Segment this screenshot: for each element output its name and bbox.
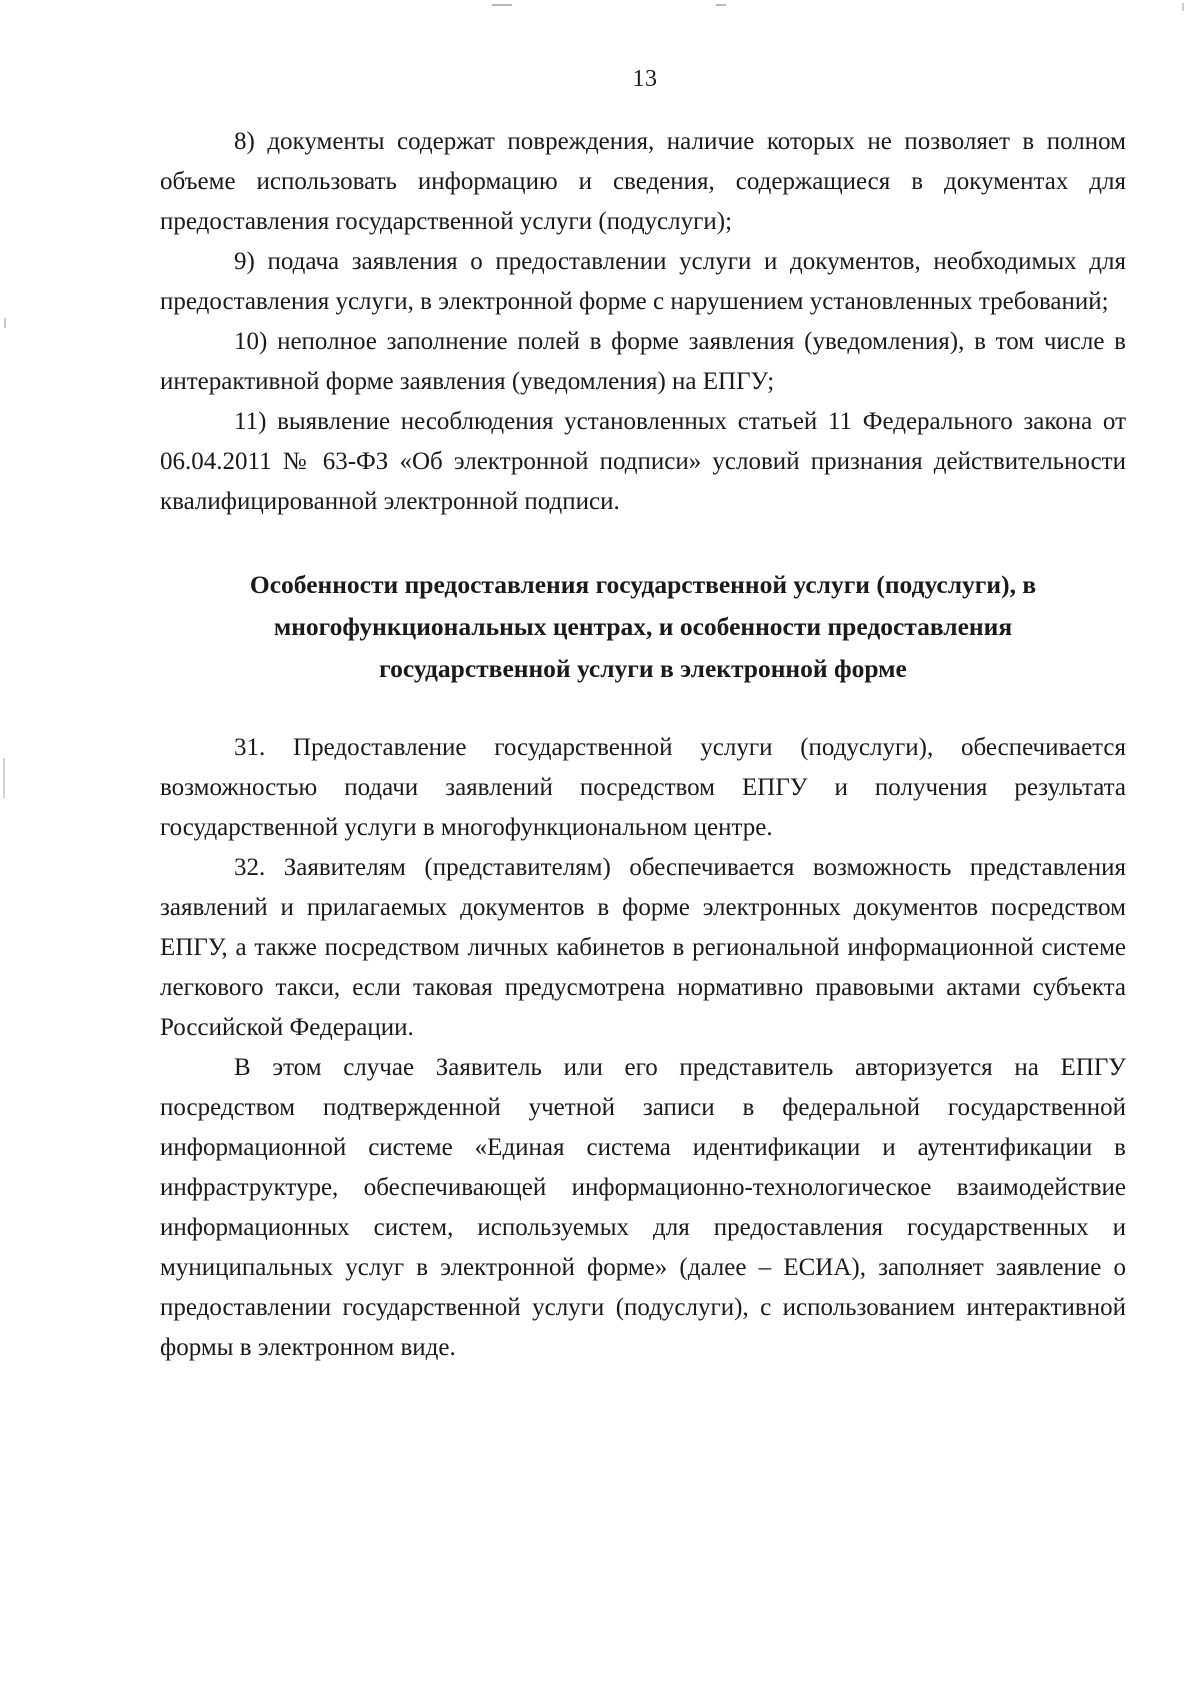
clause-32: 32. Заявителям (представителям) обеспечивается возможность представления заявлений и прилагаемых документов в форме электронных документов посредством ЕПГУ, а также посредством личных кабинетов в региональной информационной системе легкового такси, если таковая предусмотрена нормативно правовыми актами субъекта Российской Федерации. (160, 854, 1126, 1041)
scan-artifact (716, 4, 726, 6)
section-heading: Особенности предоставления государственной услуги (подуслуги), в многофункциональных центрах, и особенности предоставления государственной услуги в электронной форме (249, 570, 1037, 683)
clause-32-continuation: В этом случае Заявитель или его представитель авторизуется на ЕПГУ посредством подтвержденной учетной записи в федеральной государственной информационной системе «Единая система идентификации и аутентификации в инфраструктуре, обеспечивающей информационно-технологическое взаимодействие информационных систем, используемых для предоставления государственных и муниципальных услуг в электронной форме» (далее – ЕСИА), заполняет заявление о предоставлении государственной услуги (подуслуги), с использованием интерактивной формы в электронном виде. (160, 1054, 1126, 1361)
document-body (160, 122, 1126, 1368)
scan-artifact (3, 758, 5, 798)
clause-31: 31. Предоставление государственной услуги (подуслуги), обеспечивается возможностью подачи заявлений посредством ЕПГУ и получения результата государственной услуги в многофункциональном центре. (160, 734, 1126, 841)
list-item-11: 11) выявление несоблюдения установленных статьей 11 Федерального закона от 06.04.2011 № 63-ФЗ «Об электронной подписи» условий признания действительности квалифицированной электронной подписи. (160, 408, 1126, 515)
page-number: 13 (632, 66, 658, 92)
list-item-10: 10) неполное заполнение полей в форме заявления (уведомления), в том числе в интерактивной форме заявления (уведомления) на ЕПГУ; (160, 328, 1126, 395)
scan-artifact (1182, 3, 1184, 11)
scan-artifact (492, 4, 512, 6)
list-item-9: 9) подача заявления о предоставлении услуги и документов, необходимых для предоставления услуги, в электронной форме с нарушением установленных требований; (160, 248, 1126, 315)
list-item-8: 8) документы содержат повреждения, наличие которых не позволяет в полном объеме использовать информацию и сведения, содержащиеся в документах для предоставления государственной услуги (подуслуги); (160, 128, 1126, 235)
scan-artifact (4, 318, 6, 328)
